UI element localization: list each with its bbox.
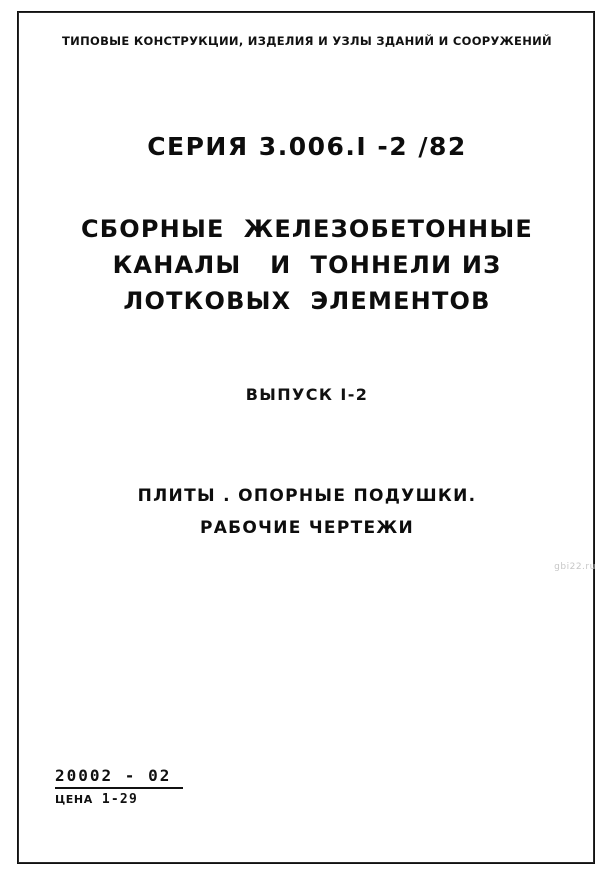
title-line-2: КАНАЛЫ И ТОННЕЛИ ИЗ bbox=[112, 251, 502, 279]
price-value: 1-29 bbox=[101, 792, 138, 807]
document-title bbox=[0, 211, 614, 319]
title-line-3: ЛОТКОВЫХ ЭЛЕМЕНТОВ bbox=[123, 287, 491, 315]
issue-number: ВЫПУСК I-2 bbox=[245, 385, 369, 404]
stamp-divider bbox=[55, 787, 183, 789]
catalog-stamp bbox=[55, 766, 183, 807]
document-subject bbox=[0, 480, 614, 544]
series-number: СЕРИЯ 3.006.I -2 /82 bbox=[147, 132, 467, 161]
subject-line-1: ПЛИТЫ . ОПОРНЫЕ ПОДУШКИ. bbox=[137, 486, 477, 506]
watermark-text: gbi22.ru bbox=[554, 562, 596, 572]
catalog-price bbox=[55, 792, 183, 807]
subject-line-2: РАБОЧИЕ ЧЕРТЕЖИ bbox=[199, 518, 415, 538]
title-line-1: СБОРНЫЕ ЖЕЛЕЗОБЕТОННЫЕ bbox=[80, 215, 533, 243]
price-label: ЦЕНА bbox=[55, 793, 93, 806]
document-header-text: ТИПОВЫЕ КОНСТРУКЦИИ, ИЗДЕЛИЯ И УЗЛЫ ЗДАНИЙ И СООРУЖЕНИЙ bbox=[62, 34, 552, 48]
catalog-code: 20002 - 02 bbox=[55, 766, 172, 785]
